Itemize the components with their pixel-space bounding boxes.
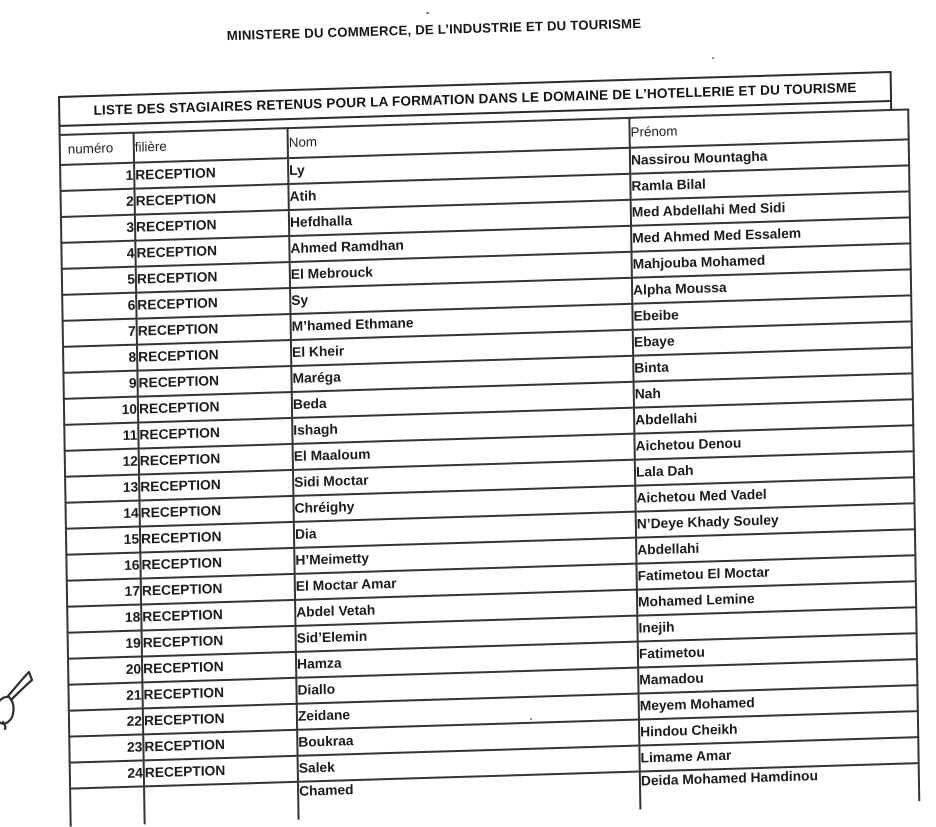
cell-filiere: RECEPTION bbox=[141, 574, 295, 605]
cell-prenom: Inejih bbox=[637, 607, 916, 641]
cell-prenom: Nassirou Mountagha bbox=[630, 139, 909, 173]
cell-prenom: Mamadou bbox=[638, 659, 917, 693]
cell-filiere: RECEPTION bbox=[142, 626, 296, 657]
cell-prenom: Lala Dah bbox=[635, 451, 914, 485]
cell-numero: 13 bbox=[65, 475, 139, 503]
cell-filiere: RECEPTION bbox=[136, 262, 290, 293]
cell-numero: 14 bbox=[66, 501, 140, 529]
cell-prenom: N’Deye Khady Souley bbox=[636, 503, 915, 537]
cell-prenom: Fatimetou El Moctar bbox=[636, 555, 915, 589]
cell-nom: Diallo bbox=[296, 668, 638, 704]
cell-numero: 3 bbox=[61, 215, 135, 243]
cell-filiere: RECEPTION bbox=[143, 704, 297, 735]
cell-nom: Ly bbox=[288, 148, 630, 184]
scan-speck bbox=[712, 57, 714, 59]
cell-prenom: Abdellahi bbox=[636, 529, 915, 563]
header-numero: numéro bbox=[60, 133, 134, 165]
cell-nom: El Moctar Amar bbox=[295, 564, 637, 600]
cell-nom: Dia bbox=[294, 512, 636, 548]
cell-filiere: RECEPTION bbox=[142, 652, 296, 683]
cell-nom: Zeidane bbox=[297, 694, 639, 730]
cell-prenom: Abdellahi bbox=[634, 399, 913, 433]
cell-prenom: Hindou Cheikh bbox=[639, 711, 918, 745]
cell-numero: 11 bbox=[64, 423, 138, 451]
cell-numero: 1 bbox=[60, 163, 134, 191]
list-title: LISTE DES STAGIAIRES RETENUS POUR LA FORMATION DANS LE DOMAINE DE L’HOTELLERIE ET DU TOURISME bbox=[58, 71, 892, 127]
cell-filiere: RECEPTION bbox=[134, 158, 288, 189]
cell-nom: El Kheir bbox=[291, 330, 633, 366]
ministry-title: MINISTERE DU COMMERCE, DE L’INDUSTRIE ET DU TOURISME bbox=[226, 15, 642, 44]
cell-nom: El Mebrouck bbox=[290, 252, 632, 288]
cell-nom: Sy bbox=[290, 278, 632, 314]
cell-numero: 4 bbox=[61, 241, 135, 269]
cell-nom: Sid’Elemin bbox=[295, 616, 637, 652]
cell-nom: M’hamed Ethmane bbox=[290, 304, 632, 340]
cell-filiere: RECEPTION bbox=[135, 236, 289, 267]
cell-prenom: Mohamed Lemine bbox=[637, 581, 916, 615]
cell-numero: 10 bbox=[64, 397, 138, 425]
cell-nom: Beda bbox=[292, 382, 634, 418]
cell-prenom: Aichetou Med Vadel bbox=[635, 477, 914, 511]
cell-numero: 8 bbox=[63, 345, 137, 373]
trainees-table bbox=[59, 108, 921, 826]
scribble-flag-stroke bbox=[8, 672, 32, 700]
cell-filiere bbox=[144, 782, 299, 825]
scanned-sheet bbox=[58, 71, 903, 827]
cell-prenom: Alpha Moussa bbox=[632, 269, 911, 303]
scan-speck bbox=[426, 12, 429, 14]
cell-prenom: Med Ahmed Med Essalem bbox=[631, 217, 910, 251]
cell-filiere: RECEPTION bbox=[142, 678, 296, 709]
cell-filiere: RECEPTION bbox=[137, 340, 291, 371]
cell-numero: 5 bbox=[62, 267, 136, 295]
cell-filiere: RECEPTION bbox=[138, 392, 292, 423]
cell-filiere: RECEPTION bbox=[134, 184, 288, 215]
cell-filiere: RECEPTION bbox=[137, 366, 291, 397]
cell-prenom: Med Abdellahi Med Sidi bbox=[631, 191, 910, 225]
cell-numero: 21 bbox=[68, 682, 142, 710]
cell-nom: El Maaloum bbox=[293, 434, 635, 470]
cell-nom: Sidi Moctar bbox=[293, 460, 635, 496]
scribble-loop-stroke bbox=[0, 697, 14, 724]
pen-scribble-mark bbox=[0, 666, 36, 730]
cell-filiere: RECEPTION bbox=[143, 730, 297, 761]
cell-filiere: RECEPTION bbox=[139, 470, 293, 501]
cell-filiere: RECEPTION bbox=[140, 522, 294, 553]
cell-nom: Chamed bbox=[298, 772, 640, 820]
cell-numero: 24 bbox=[70, 760, 144, 788]
cell-numero: 12 bbox=[65, 449, 139, 477]
cell-filiere: RECEPTION bbox=[135, 210, 289, 241]
cell-numero: 23 bbox=[69, 734, 143, 762]
cell-nom: Hefdhalla bbox=[289, 200, 631, 236]
cell-prenom: Binta bbox=[633, 347, 912, 381]
cell-filiere: RECEPTION bbox=[144, 756, 298, 787]
cell-prenom: Aichetou Denou bbox=[634, 425, 913, 459]
cell-numero: 6 bbox=[62, 293, 136, 321]
cell-nom: H’Meimetty bbox=[294, 538, 636, 574]
cell-prenom: Limame Amar bbox=[639, 737, 918, 771]
cell-nom: Ahmed Ramdhan bbox=[289, 226, 631, 262]
cell-prenom: Ebeibe bbox=[632, 295, 911, 329]
cell-numero: 15 bbox=[66, 527, 140, 555]
cell-numero: 7 bbox=[63, 319, 137, 347]
cell-nom: Atih bbox=[288, 174, 630, 210]
cell-numero: 18 bbox=[67, 604, 141, 632]
cell-nom: Salek bbox=[298, 746, 640, 782]
header-nom: Nom bbox=[288, 118, 630, 158]
cell-filiere: RECEPTION bbox=[141, 600, 295, 631]
scan-speck bbox=[530, 718, 532, 720]
cell-nom: Abdel Vetah bbox=[295, 590, 637, 626]
cell-filiere: RECEPTION bbox=[136, 288, 290, 319]
cell-numero: 9 bbox=[63, 371, 137, 399]
cell-prenom: Nah bbox=[634, 373, 913, 407]
cell-prenom: Mahjouba Mohamed bbox=[631, 243, 910, 277]
cell-filiere: RECEPTION bbox=[139, 444, 293, 475]
header-prenom: Prénom bbox=[629, 109, 908, 147]
header-filiere: filière bbox=[134, 128, 288, 163]
cell-filiere: RECEPTION bbox=[138, 418, 292, 449]
cell-filiere: RECEPTION bbox=[139, 496, 293, 527]
cell-filiere: RECEPTION bbox=[137, 314, 291, 345]
cell-numero: 16 bbox=[66, 553, 140, 581]
cell-nom: Ishagh bbox=[292, 408, 634, 444]
cell-nom: Hamza bbox=[296, 642, 638, 678]
cell-nom: Maréga bbox=[291, 356, 633, 392]
cell-numero: 19 bbox=[68, 630, 142, 658]
cell-numero: 22 bbox=[69, 708, 143, 736]
table-body bbox=[60, 109, 920, 826]
cell-prenom: Ramla Bilal bbox=[630, 165, 909, 199]
cell-numero: 17 bbox=[67, 579, 141, 607]
cell-numero: 2 bbox=[61, 189, 135, 217]
cell-prenom: Meyem Mohamed bbox=[639, 685, 918, 719]
cell-numero bbox=[70, 786, 145, 826]
cell-filiere: RECEPTION bbox=[140, 548, 294, 579]
cell-prenom: Ebaye bbox=[633, 321, 912, 355]
cell-prenom: Deida Mohamed Hamdinou bbox=[640, 763, 919, 809]
cell-nom: Boukraa bbox=[297, 720, 639, 756]
cell-prenom: Fatimetou bbox=[638, 633, 917, 667]
cell-numero: 20 bbox=[68, 656, 142, 684]
cell-nom: Chréighy bbox=[293, 486, 635, 522]
